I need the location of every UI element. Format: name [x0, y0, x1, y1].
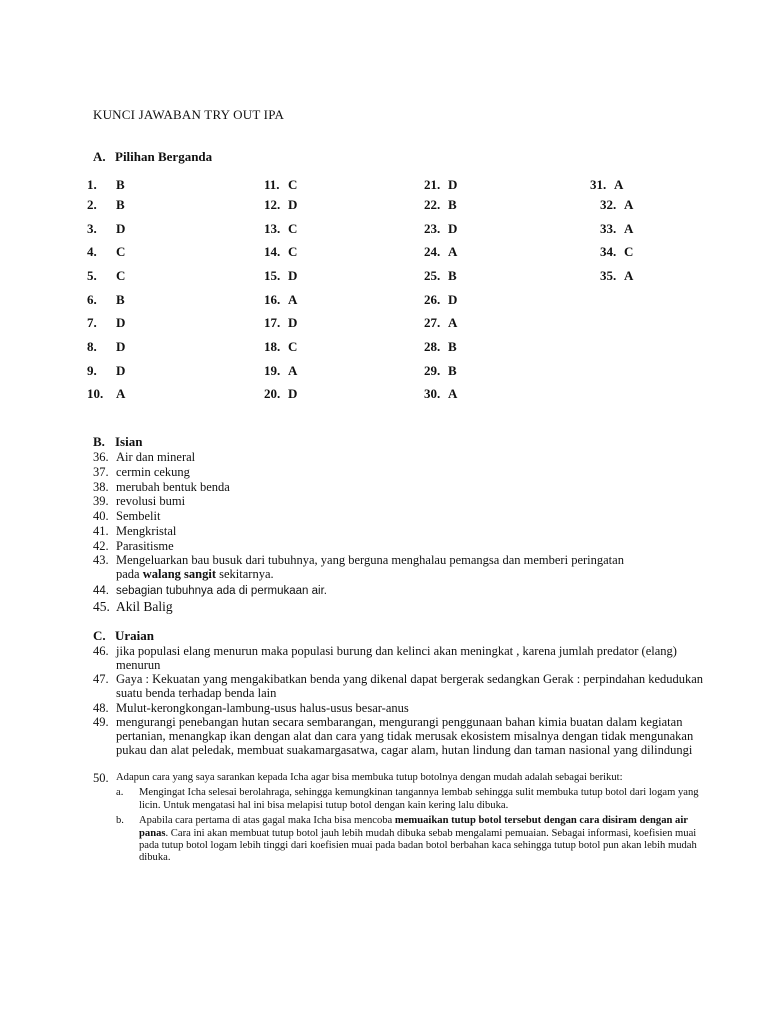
item-answer: Parasitisme: [116, 539, 174, 553]
item-number: 21.: [424, 177, 441, 192]
item-answer: mengurangi penebangan hutan secara sembarangan, mengurangi penggunaan bahan kimia buatan dalam kegiatan pertanian, menangkap ikan dengan alat dan cara yang tidak merusak ekosistem misalnya dengan tidak mengunakan pukau dan alat peledak, membuat suakamargasatwa, cagar alam, hutan lindung dan taman nasional yang dilindungi: [116, 715, 694, 758]
mc-answer-item: [600, 268, 633, 284]
item-answer: D: [116, 221, 126, 236]
mc-answer-item: [600, 221, 633, 237]
item-answer: Sembelit: [116, 509, 161, 523]
answer-emphasis: walang sangit: [142, 567, 217, 581]
mc-answer-item: [424, 177, 457, 193]
item-number: 45.: [93, 599, 110, 614]
isian-item: [93, 480, 230, 494]
mc-answer-item: [264, 221, 297, 237]
item-number: 7.: [87, 315, 97, 330]
mc-answer-item: [590, 177, 623, 193]
item-answer: D: [116, 363, 126, 378]
item-number: 2.: [87, 197, 97, 212]
isian-item: [93, 494, 185, 508]
item-answer: D: [116, 339, 126, 354]
mc-answer-item: [87, 315, 125, 331]
item-answer: A: [448, 386, 458, 401]
sub-item-b: [93, 815, 713, 865]
item-number: 35.: [600, 268, 617, 283]
section-b-title: Isian: [115, 434, 143, 449]
item-number: 41.: [93, 524, 109, 538]
item-answer: Mulut-kerongkongan-lambung-usus halus-usus besar-anus: [116, 701, 409, 715]
mc-answer-item: [264, 244, 297, 260]
item-answer: A: [624, 268, 634, 283]
item-number: 31.: [590, 177, 607, 192]
item-number: 25.: [424, 268, 441, 283]
item-number: 24.: [424, 244, 441, 259]
mc-answer-item: [87, 268, 125, 284]
isian-item: [93, 509, 160, 523]
item-answer: A: [614, 177, 624, 192]
item-number: 49.: [93, 715, 109, 729]
mc-answer-item: [424, 268, 457, 284]
mc-answer-item: [424, 339, 457, 355]
item-answer: Mengeluarkan bau busuk dari tubuhnya, yang berguna menghalau pemangsa dan memberi peringatan: [116, 553, 624, 567]
item-answer: cermin cekung: [116, 465, 190, 479]
item-answer: B: [448, 363, 457, 378]
item-number: 43.: [93, 553, 109, 567]
uraian-item: [93, 715, 723, 758]
mc-answer-item: [87, 292, 125, 308]
item-answer: B: [116, 197, 125, 212]
item-answer: merubah bentuk benda: [116, 480, 230, 494]
item-answer: Gaya : Kekuatan yang mengakibatkan benda yang dikenal dapat bergerak sedangkan Gerak : perpindahan kedudukan suatu benda terhadap benda lain: [116, 672, 704, 701]
item-answer: A: [288, 292, 298, 307]
item-answer: D: [116, 315, 126, 330]
item-answer: D: [448, 177, 458, 192]
item-number: 29.: [424, 363, 441, 378]
item-answer: D: [288, 197, 298, 212]
document-title: KUNCI JAWABAN TRY OUT IPA: [93, 107, 285, 122]
item-answer: C: [624, 244, 634, 259]
item-number: 48.: [93, 701, 109, 715]
mc-answer-item: [264, 268, 297, 284]
item-answer: C: [288, 177, 298, 192]
sub-item-text: [139, 815, 713, 865]
mc-answer-item: [424, 386, 457, 402]
item-number: 44.: [93, 585, 109, 597]
section-b-heading: [93, 434, 142, 450]
item-number: 38.: [93, 480, 109, 494]
item-number: 28.: [424, 339, 441, 354]
item-number: 3.: [87, 221, 97, 236]
item-number: 30.: [424, 386, 441, 401]
isian-item: [93, 553, 624, 567]
isian-item: [93, 465, 190, 479]
sub-item-label: b.: [116, 815, 124, 827]
item-answer: C: [116, 268, 126, 283]
item-number: 34.: [600, 244, 617, 259]
item-number: 11.: [264, 177, 280, 192]
mc-answer-item: [87, 339, 125, 355]
item-answer: A: [624, 197, 634, 212]
item-number: 22.: [424, 197, 441, 212]
item-number: 16.: [264, 292, 281, 307]
mc-answer-item: [264, 197, 297, 213]
isian-item: [93, 450, 195, 464]
item-number: 32.: [600, 197, 617, 212]
item-number: 14.: [264, 244, 281, 259]
mc-answer-item: [600, 244, 633, 260]
isian-item: [93, 600, 173, 614]
item-number: 10.: [87, 386, 104, 401]
item-number: 39.: [93, 494, 109, 508]
mc-answer-item: [264, 386, 297, 402]
item-answer: B: [116, 292, 125, 307]
mc-answer-item: [87, 244, 125, 260]
mc-answer-item: [87, 221, 125, 237]
item-answer: B: [448, 339, 457, 354]
item-answer: C: [288, 339, 298, 354]
sub-item-label: a.: [116, 787, 124, 799]
item-number: 47.: [93, 672, 109, 686]
item-intro: Adapun cara yang saya sarankan kepada Icha agar bisa membuka tutup botolnya dengan mudah adalah sebagai berikut:: [116, 772, 623, 783]
item-number: 4.: [87, 244, 97, 259]
mc-answer-item: [264, 177, 297, 193]
mc-answer-item: [264, 315, 297, 331]
section-b-letter: B.: [93, 434, 105, 449]
item-answer: C: [116, 244, 126, 259]
item-number: 6.: [87, 292, 97, 307]
section-c-letter: C.: [93, 628, 106, 643]
item-answer: D: [448, 292, 458, 307]
item-answer: D: [288, 386, 298, 401]
isian-item: [93, 524, 176, 538]
sub-item-text: Mengingat Icha selesai berolahraga, sehingga kemungkinan tangannya lembab sehingga sulit membuka tutup botol dari logam yang licin. Untuk mengatasi hal ini bisa melapisi tutup botol dengan kain kering lalu dibuka.: [139, 787, 699, 811]
sub-item-a: [93, 787, 713, 812]
item-number: 19.: [264, 363, 281, 378]
item-answer: D: [448, 221, 458, 236]
item-answer: Akil Balig: [116, 599, 173, 614]
item-number: 42.: [93, 539, 109, 553]
item-answer: A: [448, 315, 458, 330]
item-answer: B: [116, 177, 125, 192]
answer-text: pada: [116, 567, 143, 581]
answer-text: . Cara ini akan membuat tutup botol jauh lebih mudah dibuka sebab mengalami pemuaian. Sebagai informasi, koefisien muai pada tutup botol logam lebih tinggi dari koefisien muai pada badan botol berbahan kaca sehingga tutup botol pun akan lebih mudah dibuka.: [139, 827, 697, 864]
item-number: 27.: [424, 315, 441, 330]
mc-answer-item: [87, 363, 125, 379]
item-answer: D: [288, 268, 298, 283]
mc-answer-item: [424, 244, 457, 260]
item-number: 13.: [264, 221, 281, 236]
mc-answer-item: [264, 363, 297, 379]
item-answer: A: [116, 386, 126, 401]
uraian-item: [93, 701, 723, 715]
item-number: 17.: [264, 315, 281, 330]
answer-emphasis: memuaikan tutup botol tersebut dengan cara disiram dengan air panas: [139, 815, 688, 839]
mc-answer-item: [87, 177, 125, 193]
item-answer: B: [448, 268, 457, 283]
item-answer: C: [288, 244, 298, 259]
item-answer: sebagian tubuhnya ada di permukaan air.: [116, 585, 327, 597]
mc-answer-item: [87, 386, 125, 402]
mc-answer-item: [424, 197, 457, 213]
item-number: 9.: [87, 363, 97, 378]
mc-answer-item: [87, 197, 125, 213]
mc-answer-item: [600, 197, 633, 213]
item-answer: A: [288, 363, 298, 378]
item-number: 36.: [93, 450, 109, 464]
uraian-item: [93, 644, 723, 672]
uraian-item-50: [93, 772, 713, 865]
uraian-item: [93, 672, 723, 700]
section-a-heading: [93, 149, 212, 165]
item-answer: Air dan mineral: [116, 450, 196, 464]
item-number: 26.: [424, 292, 441, 307]
item-number: 40.: [93, 509, 109, 523]
section-a-letter: A.: [93, 149, 106, 164]
item-number: 12.: [264, 197, 281, 212]
mc-answer-item: [264, 292, 297, 308]
answer-text: sekitarnya.: [216, 567, 274, 581]
item-answer: B: [448, 197, 457, 212]
item-answer: Mengkristal: [116, 524, 177, 538]
item-answer: jika populasi elang menurun maka populasi burung dan kelinci akan meningkat , karena jumlah predator (elang) menurun: [116, 644, 677, 673]
item-number: 1.: [87, 177, 97, 192]
item-answer: A: [448, 244, 458, 259]
item-answer: A: [624, 221, 634, 236]
item-number: 46.: [93, 644, 109, 658]
mc-answer-item: [424, 221, 457, 237]
isian-item: [93, 584, 327, 598]
section-c-title: Uraian: [115, 628, 154, 643]
item-number: 37.: [93, 465, 109, 479]
isian-item: [93, 539, 174, 553]
item-number: 18.: [264, 339, 281, 354]
section-a-title: Pilihan Berganda: [115, 149, 213, 164]
item-number: 5.: [87, 268, 97, 283]
answer-text: Apabila cara pertama di atas gagal maka Icha bisa mencoba: [139, 815, 395, 827]
item-number: 20.: [264, 386, 281, 401]
item-number: 23.: [424, 221, 441, 236]
item-number: 8.: [87, 339, 97, 354]
mc-answer-item: [424, 315, 457, 331]
mc-answer-item: [424, 363, 457, 379]
item-answer: C: [288, 221, 298, 236]
item-answer: D: [288, 315, 298, 330]
isian-item-continued: [93, 567, 274, 581]
item-answer: revolusi bumi: [116, 494, 186, 508]
item-number: 33.: [600, 221, 617, 236]
mc-answer-item: [424, 292, 457, 308]
mc-answer-item: [264, 339, 297, 355]
item-number: 50.: [93, 771, 109, 785]
item-number: 15.: [264, 268, 281, 283]
section-c-heading: [93, 628, 154, 644]
